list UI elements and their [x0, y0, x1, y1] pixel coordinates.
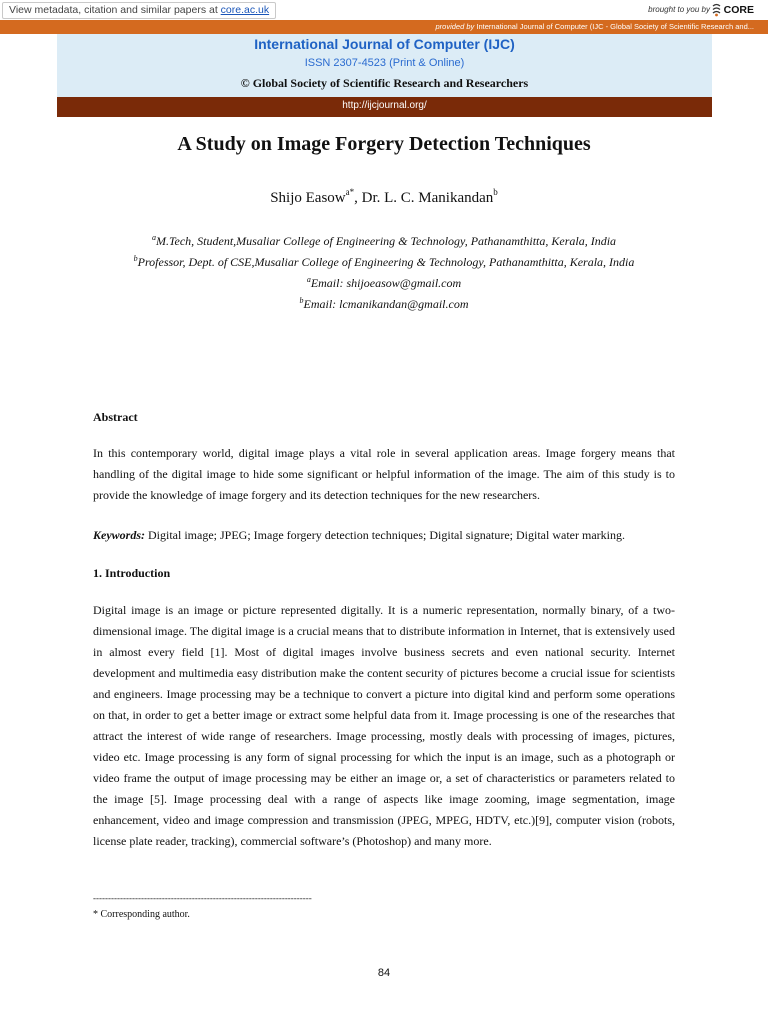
- affiliation-1-sup: a: [151, 233, 156, 242]
- journal-url[interactable]: http://ijcjournal.org/: [342, 100, 427, 111]
- keywords-text: Digital image; JPEG; Image forgery detection techniques; Digital signature; Digital water marking.: [145, 528, 625, 542]
- author-1-sup: a*: [345, 187, 355, 197]
- core-logo-text: CORE: [723, 4, 754, 16]
- page-number: 84: [377, 967, 391, 979]
- core-brought-by: brought to you by: [648, 5, 710, 14]
- journal-society: © Global Society of Scientific Research and Researchers: [240, 76, 529, 90]
- core-provided-text[interactable]: [436, 21, 755, 33]
- core-metadata-link[interactable]: core.ac.uk: [220, 4, 270, 16]
- journal-header: [57, 34, 712, 97]
- affiliation-2-sup: b: [133, 254, 138, 263]
- introduction-heading: 1. Introduction: [93, 566, 171, 580]
- author-1: Shijo Easow: [270, 190, 346, 206]
- paper-title: A Study on Image Forgery Detection Techniques: [177, 133, 591, 155]
- core-provided-bar: [0, 20, 768, 34]
- affiliation-1: [0, 233, 768, 249]
- abstract-text: In this contemporary world, digital image plays a vital role in several application areas. Image forgery means that handling of the digital image to hide some significant or helpful information of the image. The aim of this study is to provide the knowledge of image forgery and its detection techniques for the new researchers.: [93, 446, 675, 502]
- email-1: [0, 275, 768, 291]
- affiliation-2: [0, 254, 768, 270]
- keywords-label: Keywords:: [93, 528, 145, 542]
- affiliation-1-text: M.Tech, Student,Musaliar College of Engineering & Technology, Pathanamthitta, Kerala, India: [155, 234, 617, 248]
- footnote: * Corresponding author.: [93, 909, 190, 920]
- email-2: [0, 296, 768, 312]
- author-2-sup: b: [493, 187, 498, 197]
- journal-url-bar: [57, 97, 712, 117]
- abstract-heading: Abstract: [93, 410, 138, 424]
- journal-issn: ISSN 2307-4523 (Print & Online): [304, 57, 465, 69]
- email-2-sup: b: [299, 296, 304, 305]
- email-1-sup: a: [306, 275, 311, 284]
- email-1-text: Email: shijoeasow@gmail.com: [310, 276, 462, 290]
- author-line: [0, 187, 768, 207]
- core-banner: [0, 0, 768, 21]
- journal-title: International Journal of Computer (IJC): [254, 36, 515, 52]
- footnote-rule: -------------------------------------------------------------------------: [93, 893, 312, 903]
- provided-by-source: International Journal of Computer (IJC - Global Society of Scientific Research and...: [474, 22, 754, 31]
- core-metadata-text: View metadata, citation and similar papers at: [9, 4, 221, 16]
- email-2-text: Email: lcmanikandan@gmail.com: [303, 297, 469, 311]
- core-logo[interactable]: [711, 1, 754, 19]
- core-metadata-notice[interactable]: [2, 2, 276, 19]
- keywords: [93, 525, 675, 546]
- core-logo-icon: [711, 3, 722, 17]
- provided-by-label: provided by: [435, 22, 475, 31]
- introduction-text: Digital image is an image or picture represented digitally. It is a numeric representation, normally binary, of a two-dimensional image. The digital image is a crucial means that to distribute information in Internet, that is extensively used in almost every field [1]. Most of digital images involve business secrets and even national security. Internet development and multimedia easy distribution make the content security of pictures become a crucial issue for scientists and engineers. Image processing may be a technique to convert a picture into digital kind and perform some operations on that, in order to get a better image or extract some helpful data from it. Image processing is one of the researches that attract the interest of wide range of researchers. Image processing, mostly deals with processing of images, pictures, video etc. Image processing is any form of signal processing for which the input is an image, such as a photograph or video frame the output of image processing may be either an image or, a set of characteristics or parameters related to the image [5]. Image processing deal with a range of aspects like image zooming, image segmentation, image enhancement, video and image compression and transmission (JPEG, MPEG, HDTV, etc.)[9], computer vision (robots, license plate reader, tracking), commercial software’s (Photoshop) and many more.: [93, 603, 675, 848]
- affiliation-2-text: Professor, Dept. of CSE,Musaliar College of Engineering & Technology, Pathanamthitta, Kerala, India: [137, 255, 635, 269]
- author-2: , Dr. L. C. Manikandan: [354, 190, 494, 206]
